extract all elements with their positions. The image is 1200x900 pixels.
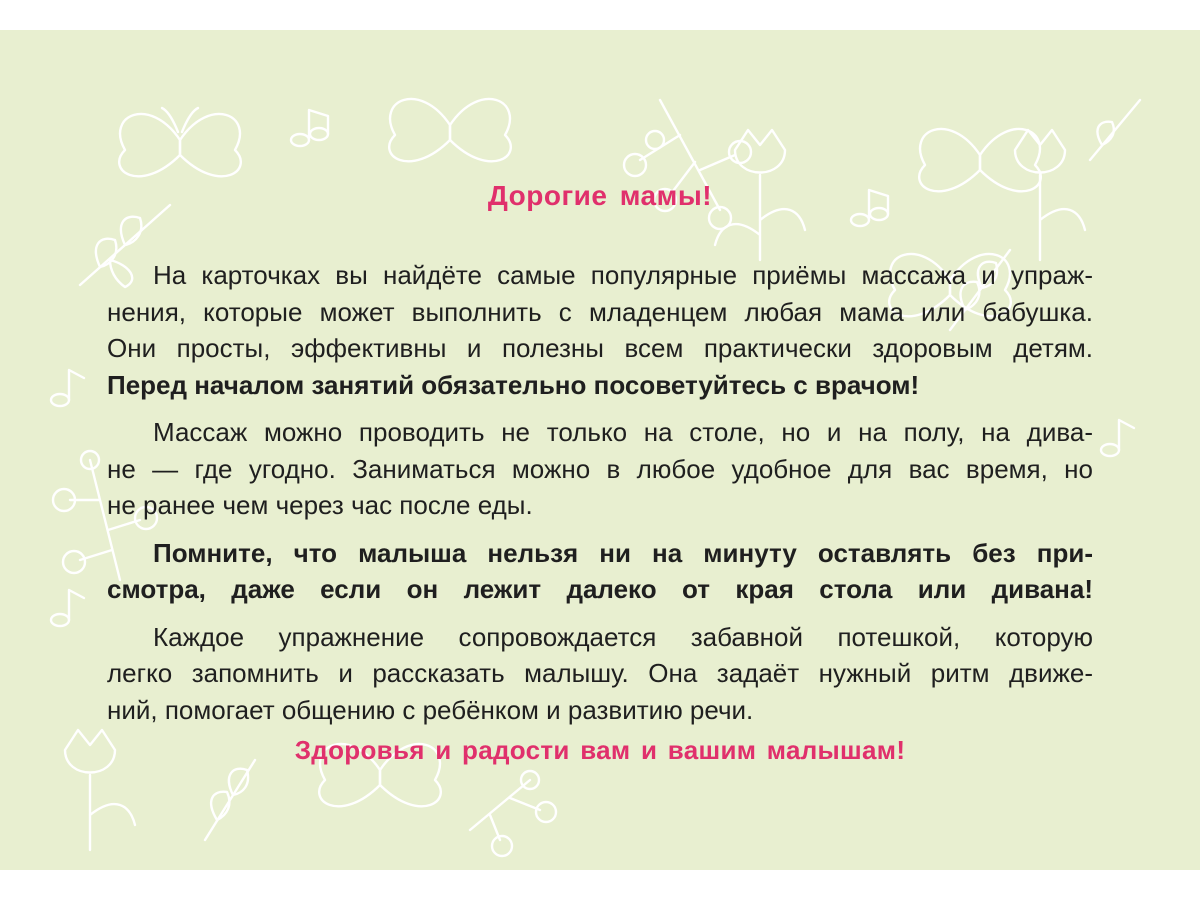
body-line: Они просты, эффективны и полезны всем практически здоровым детям.	[107, 333, 1093, 363]
music-note-icon	[291, 110, 328, 146]
closing-wish: Здоровья и радости вам и вашим малышам!	[294, 735, 906, 765]
body-line: ний, помогает общению с ребёнком и развитию речи.	[107, 694, 754, 725]
leaf-branch-icon	[205, 760, 255, 840]
body-line: легко запомнить и рассказать малышу. Она задаёт нужный ритм движе-	[107, 658, 1093, 688]
butterfly-icon	[389, 99, 511, 161]
safety-warning-line: смотра, даже если он лежит далеко от края стола или дивана!	[107, 574, 1093, 604]
body-line: На карточках вы найдёте самые популярные приёмы массажа и упраж-	[153, 260, 1093, 290]
leaf-branch-icon	[1090, 100, 1140, 160]
safety-warning-line: Помните, что малыша нельзя ни на минуту оставлять без при-	[153, 537, 1093, 568]
music-note-icon	[51, 370, 84, 406]
doctor-warning: Перед началом занятий обязательно посоветуйтесь с врачом!	[107, 369, 920, 400]
intro-card	[0, 30, 1200, 870]
body-line: не — где угодно. Заниматься можно в любое удобное для вас время, но	[107, 453, 1093, 484]
card-title: Дорогие мамы!	[487, 180, 713, 211]
body-line: Массаж можно проводить не только на столе, но и на полу, на дива-	[153, 417, 1093, 447]
music-note-icon	[51, 590, 84, 626]
body-line: не ранее чем через час после еды.	[107, 490, 533, 520]
body-line: Каждое упражнение сопровождается забавной потешкой, которую	[153, 621, 1093, 652]
berry-branch-icon	[470, 771, 556, 856]
body-line: нения, которые может выполнить с младенцем любая мама или бабушка.	[107, 296, 1093, 327]
butterfly-icon	[119, 108, 241, 176]
music-note-icon	[1101, 420, 1134, 456]
card-body	[107, 257, 1093, 728]
